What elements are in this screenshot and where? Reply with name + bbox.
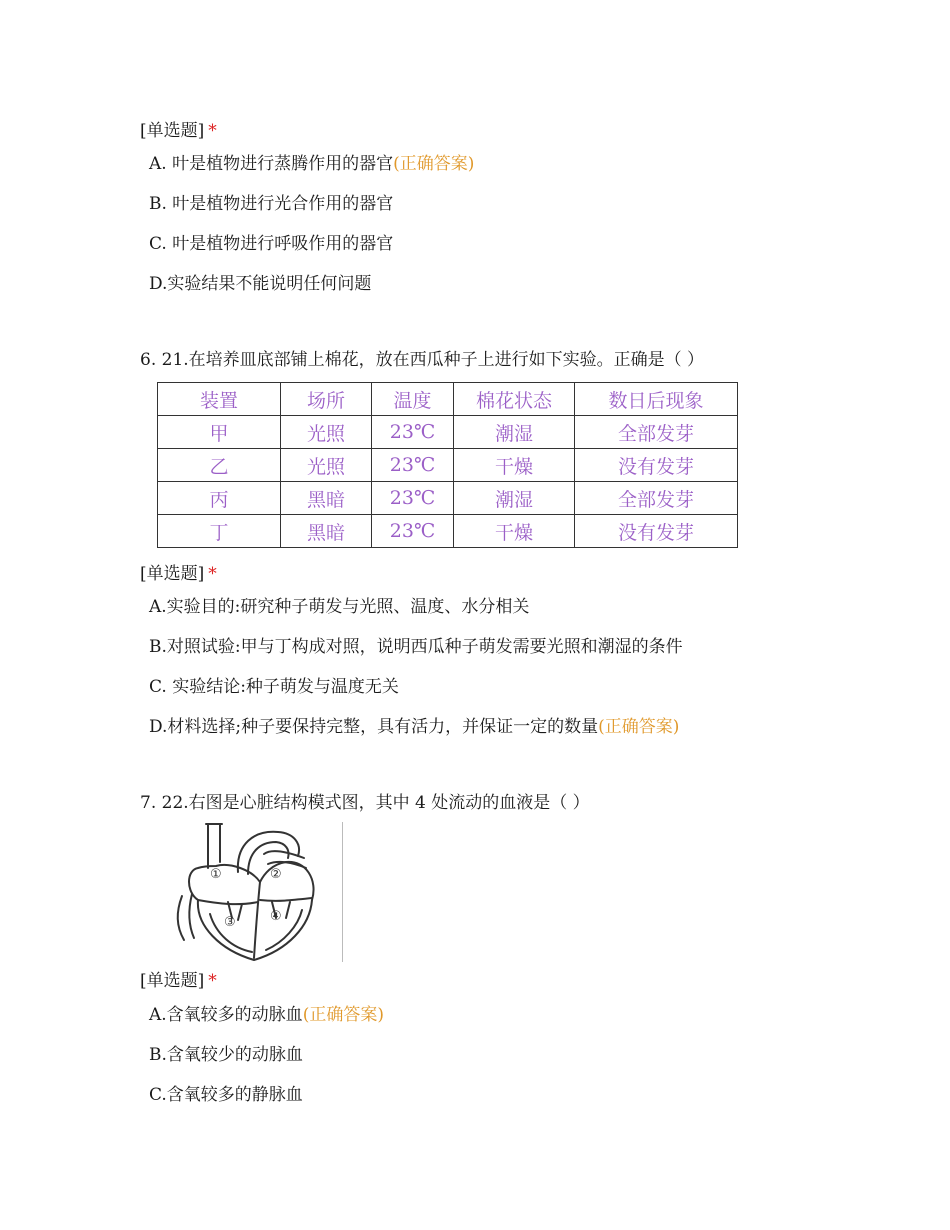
option-text: D.实验结果不能说明任何问题 — [149, 274, 372, 294]
option-b[interactable] — [149, 1040, 303, 1065]
option-text: C. 实验结论:种子萌发与温度无关 — [149, 677, 399, 697]
table-row — [158, 515, 738, 548]
option-text: B. 叶是植物进行光合作用的器官 — [149, 194, 394, 214]
correct-answer-note: (正确答案) — [302, 1005, 384, 1025]
column-header: 数日后现象 — [575, 383, 738, 416]
correct-answer-note: (正确答案) — [393, 154, 475, 174]
option-text: C.含氧较多的静脉血 — [149, 1085, 303, 1105]
question-type-label — [140, 559, 217, 584]
option-text: A. 叶是植物进行蒸腾作用的器官 — [149, 154, 394, 174]
table-cell: 没有发芽 — [575, 515, 738, 548]
table-cell: 黑暗 — [281, 482, 372, 515]
table-cell: 丁 — [158, 515, 281, 548]
experiment-table — [157, 382, 738, 548]
table-row — [158, 416, 738, 449]
option-d[interactable] — [149, 269, 371, 294]
table-cell: 23℃ — [372, 416, 454, 449]
required-mark: * — [208, 564, 217, 584]
required-mark: * — [208, 971, 217, 991]
option-text: D.材料选择;种子要保持完整，具有活力，并保证一定的数量 — [149, 717, 599, 737]
table-cell: 全部发芽 — [575, 416, 738, 449]
question-type-text: [单选题] — [140, 121, 205, 141]
chamber-label: ② — [270, 867, 282, 882]
question-type-text: [单选题] — [140, 564, 205, 584]
option-a[interactable] — [149, 592, 529, 617]
option-d[interactable] — [149, 712, 679, 737]
column-header: 装置 — [158, 383, 281, 416]
question-type-label — [140, 966, 217, 991]
table-cell: 全部发芽 — [575, 482, 738, 515]
column-header: 棉花状态 — [454, 383, 575, 416]
column-header: 场所 — [281, 383, 372, 416]
table-row — [158, 482, 738, 515]
column-header: 温度 — [372, 383, 454, 416]
option-c[interactable] — [149, 672, 399, 697]
chamber-label: ① — [210, 867, 222, 882]
table-cell: 干燥 — [454, 515, 575, 548]
option-text: B.含氧较少的动脉血 — [149, 1045, 303, 1065]
option-b[interactable] — [149, 189, 393, 214]
table-cell: 23℃ — [372, 449, 454, 482]
required-mark: * — [208, 121, 217, 141]
question-type-text: [单选题] — [140, 971, 205, 991]
table-cell: 23℃ — [372, 515, 454, 548]
table-cell: 潮湿 — [454, 482, 575, 515]
question-stem: 7. 22.右图是心脏结构模式图，其中 4 处流动的血液是（ ） — [140, 793, 590, 813]
option-text: A.含氧较多的动脉血 — [149, 1005, 303, 1025]
image-border-line — [342, 822, 343, 962]
option-a[interactable] — [149, 149, 474, 174]
table-cell: 甲 — [158, 416, 281, 449]
question-stem: 6. 21.在培养皿底部铺上棉花，放在西瓜种子上进行如下实验。正确是（ ） — [140, 350, 705, 370]
question-type-label — [140, 116, 217, 141]
option-text: A.实验目的:研究种子萌发与光照、温度、水分相关 — [149, 597, 530, 617]
table-header-row — [158, 383, 738, 416]
option-b[interactable] — [149, 632, 683, 657]
heart-diagram — [168, 822, 344, 964]
table-cell: 23℃ — [372, 482, 454, 515]
option-c[interactable] — [149, 1080, 303, 1105]
option-text: B.对照试验:甲与丁构成对照，说明西瓜种子萌发需要光照和潮湿的条件 — [149, 637, 683, 657]
table-cell: 光照 — [281, 416, 372, 449]
table-cell: 丙 — [158, 482, 281, 515]
table-cell: 潮湿 — [454, 416, 575, 449]
table-cell: 干燥 — [454, 449, 575, 482]
table-cell: 乙 — [158, 449, 281, 482]
chamber-label: ③ — [224, 915, 236, 930]
table-cell: 黑暗 — [281, 515, 372, 548]
table-row — [158, 449, 738, 482]
option-c[interactable] — [149, 229, 393, 254]
correct-answer-note: (正确答案) — [598, 717, 680, 737]
table-cell: 光照 — [281, 449, 372, 482]
cropped-image-edge — [157, 550, 737, 554]
chamber-label: ④ — [270, 909, 282, 924]
option-text: C. 叶是植物进行呼吸作用的器官 — [149, 234, 394, 254]
table-cell: 没有发芽 — [575, 449, 738, 482]
option-a[interactable] — [149, 1000, 384, 1025]
